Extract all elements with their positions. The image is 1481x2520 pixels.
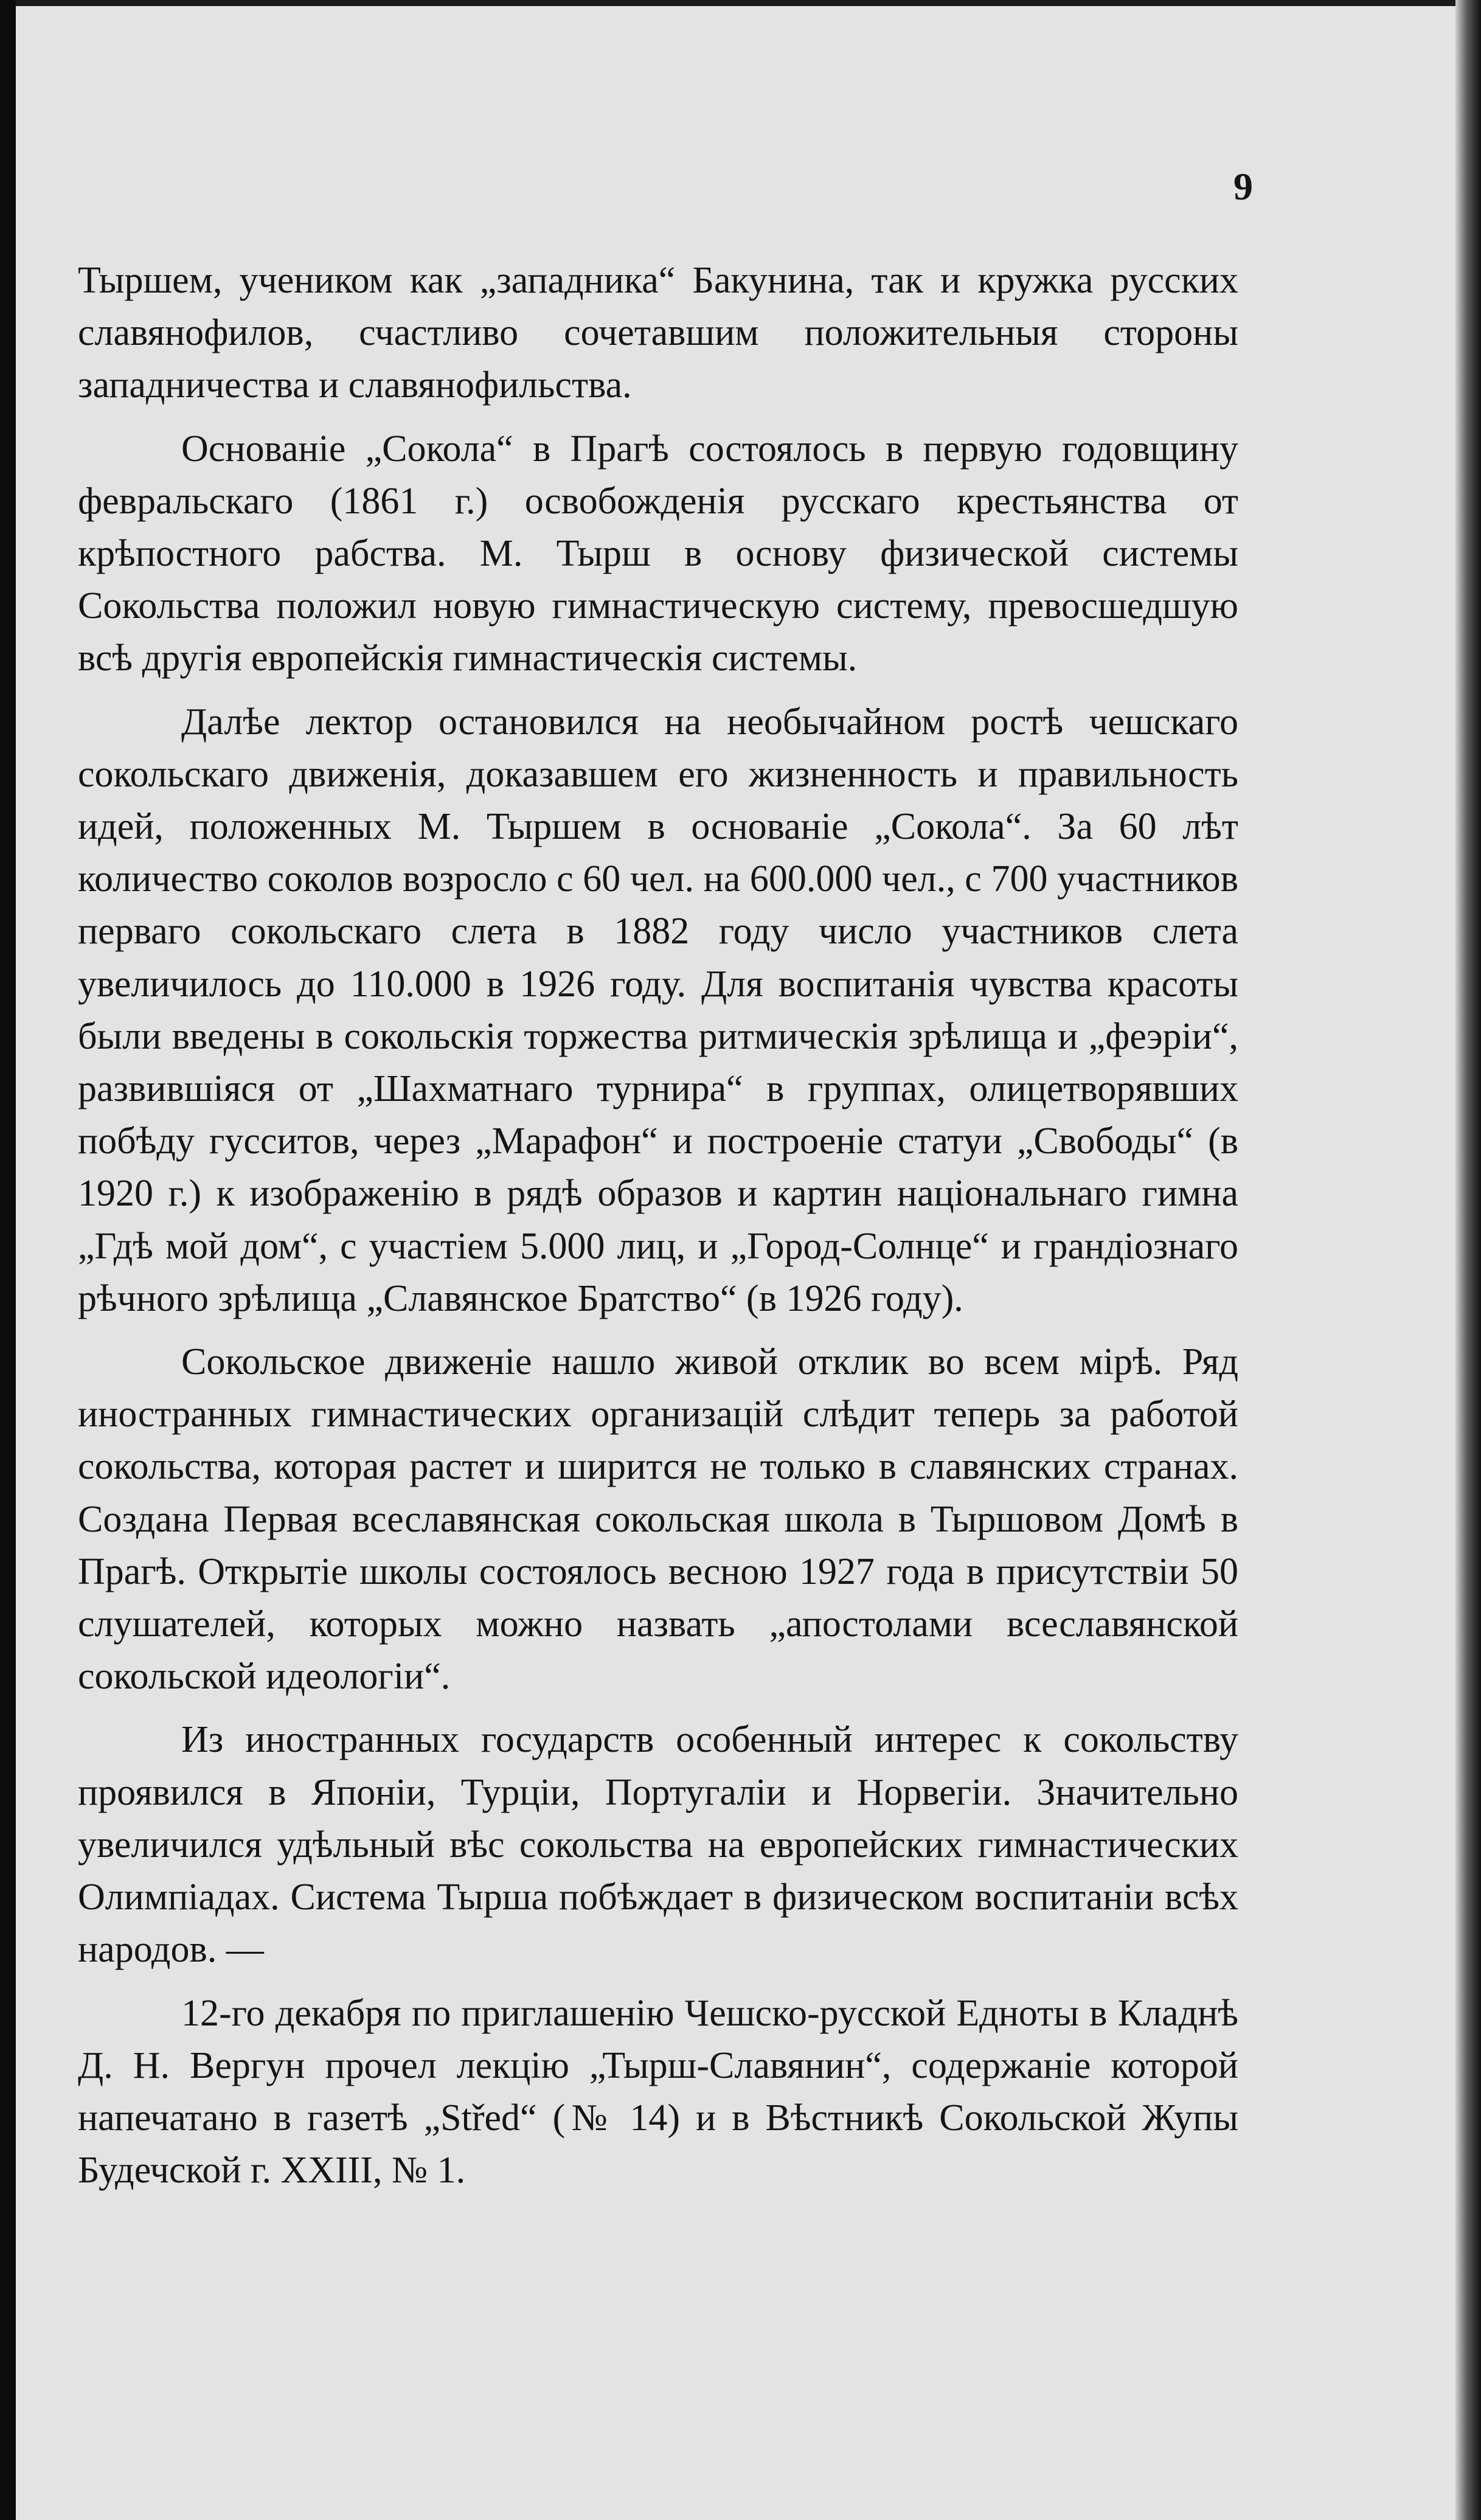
paragraph-4: Сокольское движеніе нашло живой отклик во всем мірѣ. Ряд иностранных гимнастических организацій слѣдит теперь за работой сокольства, которая растет и ширится не только в славянских странах. Создана Первая всеславянская сокольская школа в Тыршовом Домѣ в Прагѣ. Открытіе школы состоялось весною 1927 года в присутствіи 50 слушателей, которых можно назвать „апостолами всеславянской сокольской идеологіи“.: [78, 1341, 1238, 1698]
paragraph-3: Далѣе лектор остановился на необычайном ростѣ чешскаго сокольскаго движенія, доказавшем его жизненность и правильность идей, положенных М. Тыршем в основаніе „Сокола“. За 60 лѣт количество соколов возросло с 60 чел. на 600.000 чел., с 700 участников перваго сокольскаго слета в 1882 году число участников слета увеличилось до 110.000 в 1926 году. Для воспитанія чувства красоты были введены в сокольскія торжества ритмическія зрѣлища и „феэріи“, развившіяся от „Шахматнаго турнира“ в группах, олицетворявших побѣду гусситов, через „Марафон“ и построеніе статуи „Свободы“ (в 1920 г.) к изображенію в рядѣ образов и картин національнаго гимна „Гдѣ мой дом“, с участіем 5.000 лиц, и „Город-Солнце“ и грандіознаго рѣчного зрѣлища „Славянское Братство“ (в 1926 году).: [78, 701, 1238, 1319]
paragraph-2: Основаніе „Сокола“ в Прагѣ состоялось в первую годовщину февральскаго (1861 г.) освобожденія русскаго крестьянства от крѣпостного рабства. М. Тырш в основу физической системы Сокольства положил новую гимнастическую систему, превосшедшую всѣ другія европейскія гимнастическія системы.: [78, 428, 1238, 679]
scan-edge-left: [0, 0, 16, 2520]
paragraph-5: Из иностранных государств особенный интерес к сокольству проявился в Японіи, Турціи, Португаліи и Норвегіи. Значительно увеличился удѣльный вѣс сокольства на европейских гимнастических Олимпіадах. Система Тырша побѣждает в физическом воспитаніи всѣх народов. —: [78, 1719, 1238, 1971]
scan-edge-top: [0, 0, 1481, 6]
paragraph-6: 12-го декабря по приглашенію Чешско-русской Едноты в Кладнѣ Д. Н. Вергун прочел лекцію „Тырш-Славянин“, содержаніе которой напечатано в газетѣ „Střed“ (№ 14) и в Вѣстникѣ Сокольской Жупы Будечской г. XXIII, № 1.: [78, 1992, 1238, 2192]
body-text: [78, 254, 1238, 2207]
scan-edge-right: [1455, 0, 1481, 2520]
page-number: 9: [1233, 165, 1253, 208]
paragraph-1: Тыршем, учеником как „западника“ Бакунина, так и кружка русских славянофилов, счастливо сочетавшим положительныя стороны западничества и славянофильства.: [78, 260, 1238, 406]
